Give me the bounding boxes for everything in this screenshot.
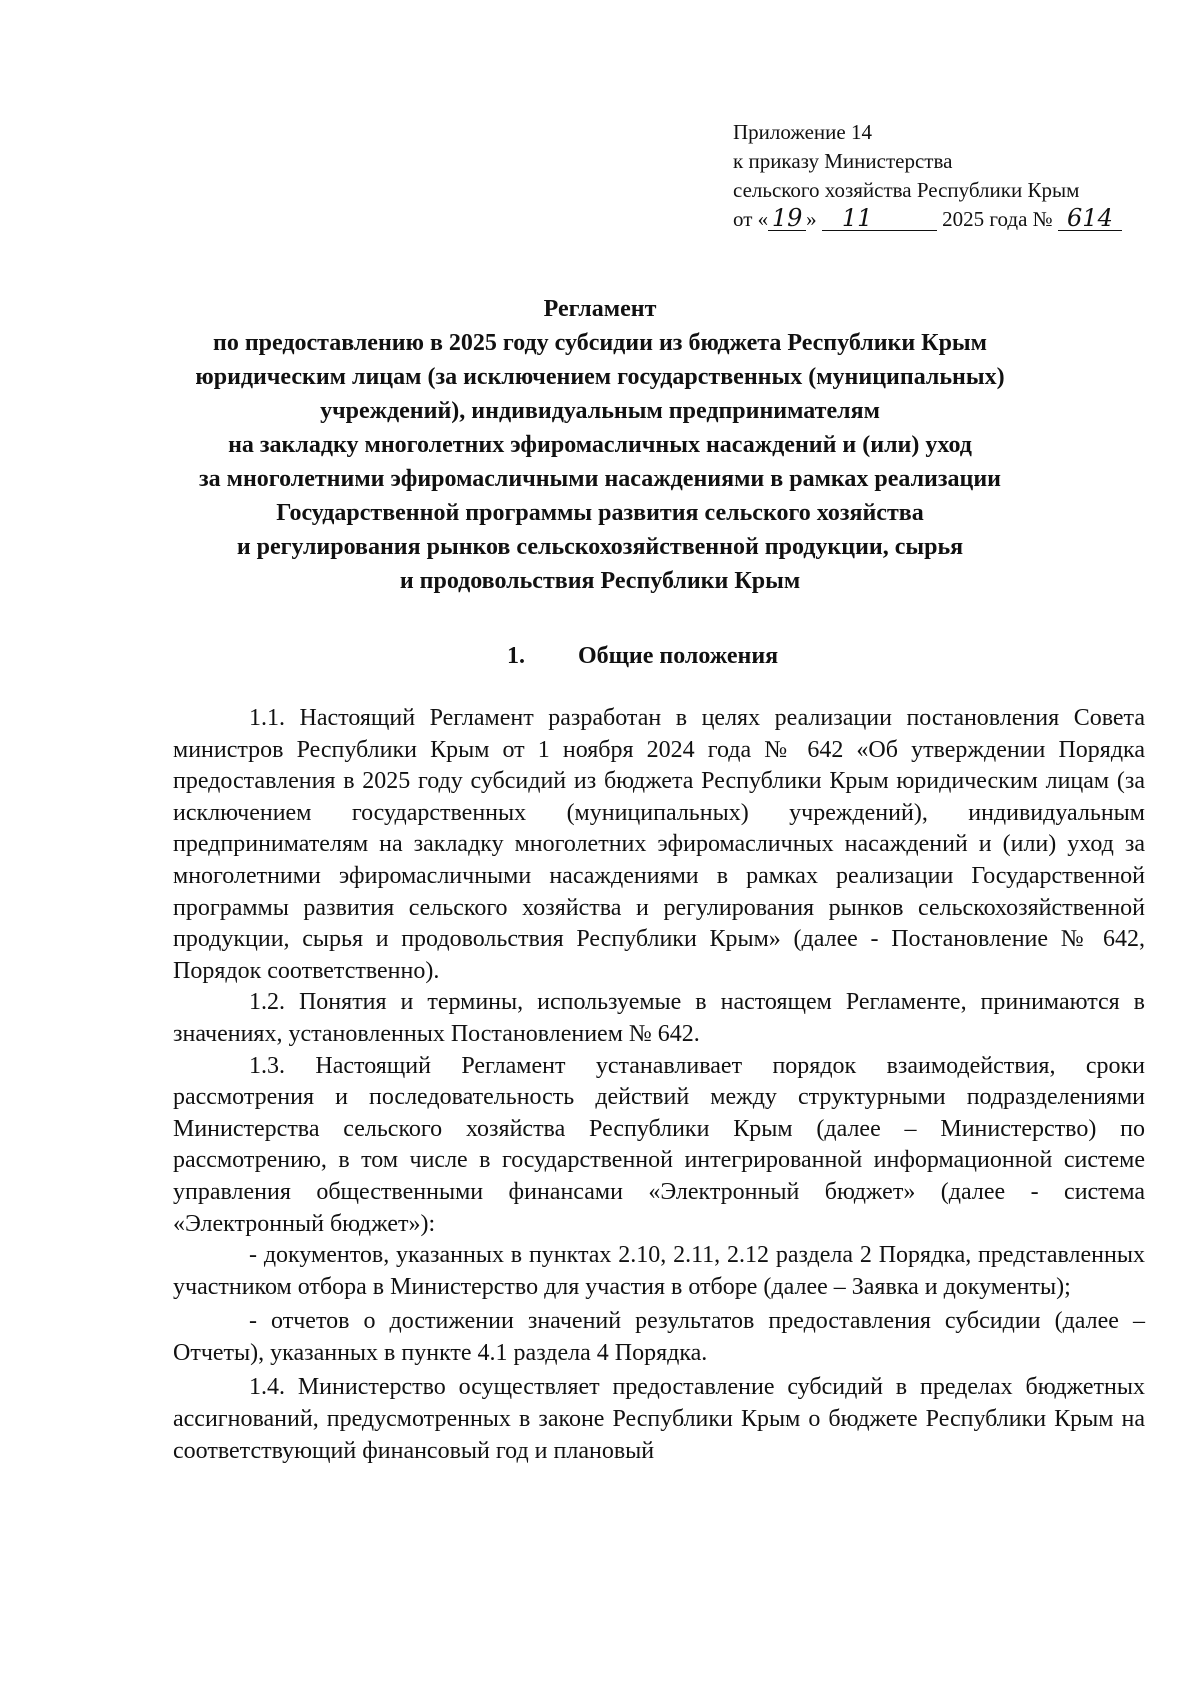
body-text [173, 703, 1145, 1467]
appendix-line-3: сельского хозяйства Республики Крым [733, 178, 1080, 202]
title-line: Регламент [543, 296, 657, 322]
appendix-line-2: к приказу Министерства [733, 149, 953, 173]
title-line: и регулирования рынков сельскохозяйственной продукции, сырья [236, 534, 964, 560]
paragraph: 1.1. Настоящий Регламент разработан в целях реализации постановления Совета министров Республики Крым от 1 ноября 2024 года № 642 «Об утверждении Порядка предоставления в 2025 году субсидий из бюджета Республики Крым юридическим лицам (за исключением государственных (муниципальных) учреждений), индивидуальным предпринимателям на закладку многолетних эфиромасличных насаждений и (или) уход за многолетними эфиромасличными насаждениями в рамках реализации Государственной программы развития сельского хозяйства и регулирования рынков сельскохозяйственной продукции, сырья и продовольствия Республики Крым» (далее - Постановление № 642, Порядок соответственно). [173, 705, 1145, 984]
title-line: на закладку многолетних эфиромасличных насаждений и (или) уход [228, 432, 972, 458]
section-title: Общие положения [578, 643, 779, 669]
title-line: юридическим лицам (за исключением государственных (муниципальных) [195, 364, 1005, 390]
handwritten-month: 11 [822, 206, 937, 231]
paragraph: 1.3. Настоящий Регламент устанавливает порядок взаимодействия, сроки рассмотрения и последовательность действий между структурными подразделениями Министерства сельского хозяйства Республики Крым (далее – Министерство) по рассмотрению, в том числе в государственной интегрированной информационной системе управления общественными финансами «Электронный бюджет» (далее - система «Электронный бюджет»): [173, 1052, 1145, 1237]
paragraph: - документов, указанных в пунктах 2.10, 2.11, 2.12 раздела 2 Порядка, представленных участником отбора в Министерство для участия в отборе (далее – Заявка и документы); [173, 1242, 1145, 1300]
handwritten-order-number: 614 [1058, 206, 1122, 231]
paragraph: - отчетов о достижении значений результатов предоставления субсидии (далее – Отчеты), указанных в пункте 4.1 раздела 4 Порядка. [173, 1308, 1145, 1366]
title-line: Государственной программы развития сельского хозяйства [276, 500, 924, 526]
section-number: 1. [507, 643, 525, 669]
appendix-date-line [733, 205, 1153, 234]
appendix-line-1: Приложение 14 [733, 120, 872, 144]
paragraph: 1.2. Понятия и термины, используемые в настоящем Регламенте, принимаются в значениях, установленных Постановлением № 642. [173, 989, 1145, 1047]
date-sep: » [806, 207, 817, 231]
title-line: по предоставлению в 2025 году субсидии из бюджета Республики Крым [212, 330, 988, 356]
title-line: и продовольствия Республики Крым [399, 568, 801, 594]
title-line: за многолетними эфиромасличными насаждениями в рамках реализации [198, 466, 1002, 492]
title-line: учреждений), индивидуальным предпринимателям [320, 398, 880, 424]
date-prefix: от « [733, 207, 769, 231]
date-year-text: 2025 года № [942, 207, 1053, 231]
document-title [150, 292, 1050, 598]
paragraph: 1.4. Министерство осуществляет предоставление субсидий в пределах бюджетных ассигнований, предусмотренных в законе Республики Крым о бюджете Республики Крым на соответствующий финансовый год и плановый [173, 1374, 1145, 1464]
handwritten-day: 19 [768, 206, 806, 231]
appendix-header [733, 118, 1153, 234]
